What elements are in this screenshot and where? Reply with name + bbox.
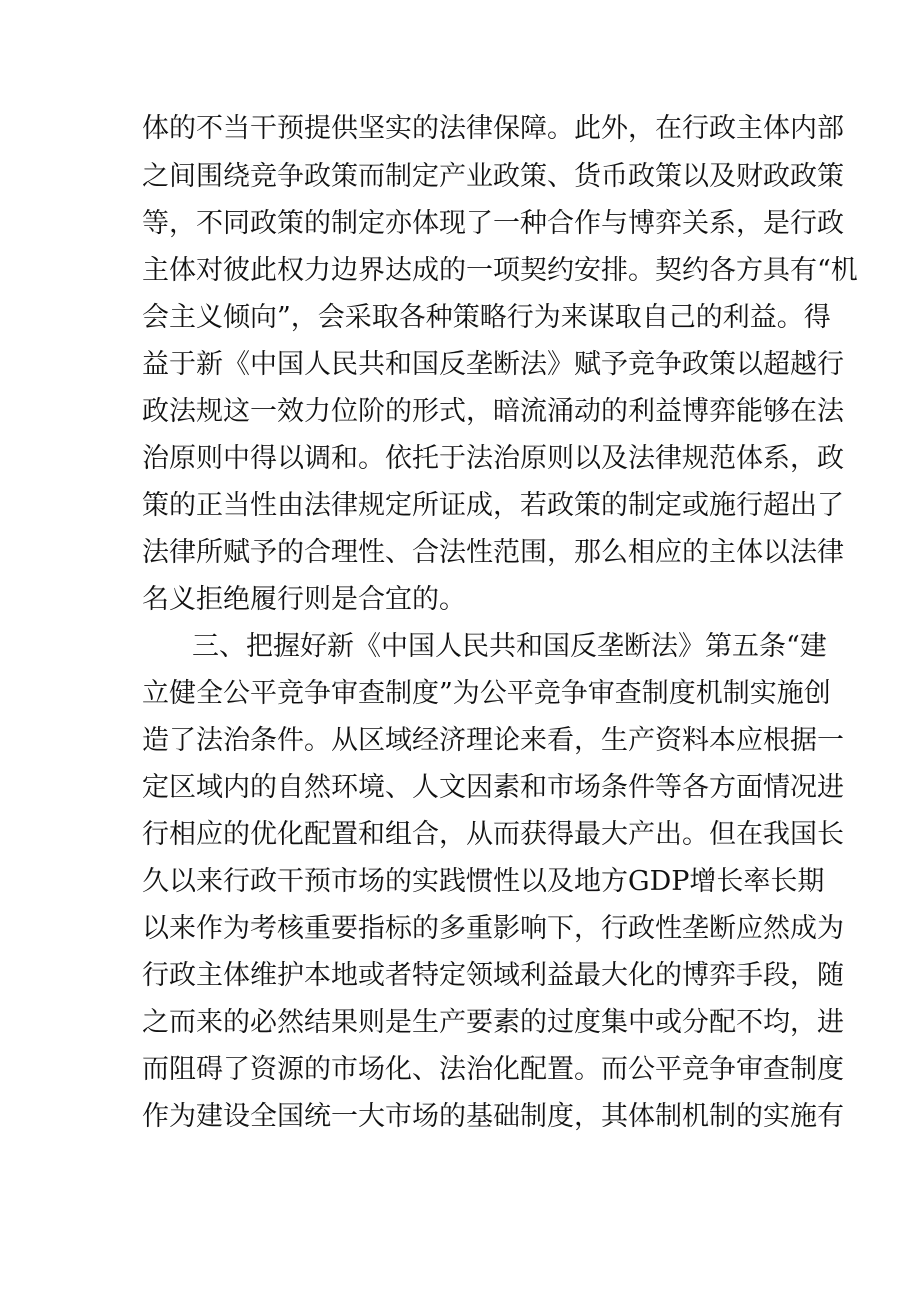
paragraph-line: 益于新《中国人民共和国反垄断法》赋予竞争政策以超越行 — [142, 349, 844, 380]
paragraph-line: 名义拒绝履行则是合宜的。 — [142, 584, 466, 615]
paragraph-line: 等，不同政策的制定亦体现了一种合作与博弈关系，是行政 — [142, 208, 844, 239]
paragraph-line: 法律所赋予的合理性、合法性范围，那么相应的主体以法律 — [142, 537, 844, 568]
paragraph-line: 以来作为考核重要指标的多重影响下，行政性垄断应然成为 — [142, 913, 844, 944]
paragraph-line: 行政主体维护本地或者特定领域利益最大化的博弈手段，随 — [142, 960, 844, 991]
paragraph-line: 政法规这一效力位阶的形式，暗流涌动的利益博弈能够在法 — [142, 396, 844, 427]
paragraph-line: 会主义倾向”，会采取各种策略行为来谋取自己的利益。得 — [142, 302, 831, 333]
paragraph-line: 之而来的必然结果则是生产要素的过度集中或分配不均，进 — [142, 1007, 844, 1038]
paragraph-line: 体的不当干预提供坚实的法律保障。此外，在行政主体内部 — [142, 113, 844, 144]
paragraph-line: 立健全公平竞争审查制度”为公平竞争审查制度机制实施创 — [142, 678, 831, 709]
paragraph-line: 久以来行政干预市场的实践惯性以及地方GDP增长率长期 — [142, 866, 825, 897]
paragraph-line: 三、把握好新《中国人民共和国反垄断法》第五条“建 — [192, 631, 827, 662]
paragraph-line: 作为建设全国统一大市场的基础制度，其体制机制的实施有 — [142, 1101, 844, 1132]
paragraph-line: 定区域内的自然环境、人文因素和市场条件等各方面情况进 — [142, 772, 844, 803]
paragraph-line: 治原则中得以调和。依托于法治原则以及法律规范体系，政 — [142, 443, 844, 474]
paragraph-line: 而阻碍了资源的市场化、法治化配置。而公平竞争审查制度 — [142, 1054, 844, 1085]
paragraph-line: 主体对彼此权力边界达成的一项契约安排。契约各方具有“机 — [142, 255, 858, 286]
paragraph-line: 行相应的优化配置和组合，从而获得最大产出。但在我国长 — [142, 819, 844, 850]
paragraph-line: 策的正当性由法律规定所证成，若政策的制定或施行超出了 — [142, 490, 844, 521]
paragraph-line: 造了法治条件。从区域经济理论来看，生产资料本应根据一 — [142, 725, 844, 756]
paragraph-line: 之间围绕竞争政策而制定产业政策、货币政策以及财政政策 — [142, 161, 844, 192]
